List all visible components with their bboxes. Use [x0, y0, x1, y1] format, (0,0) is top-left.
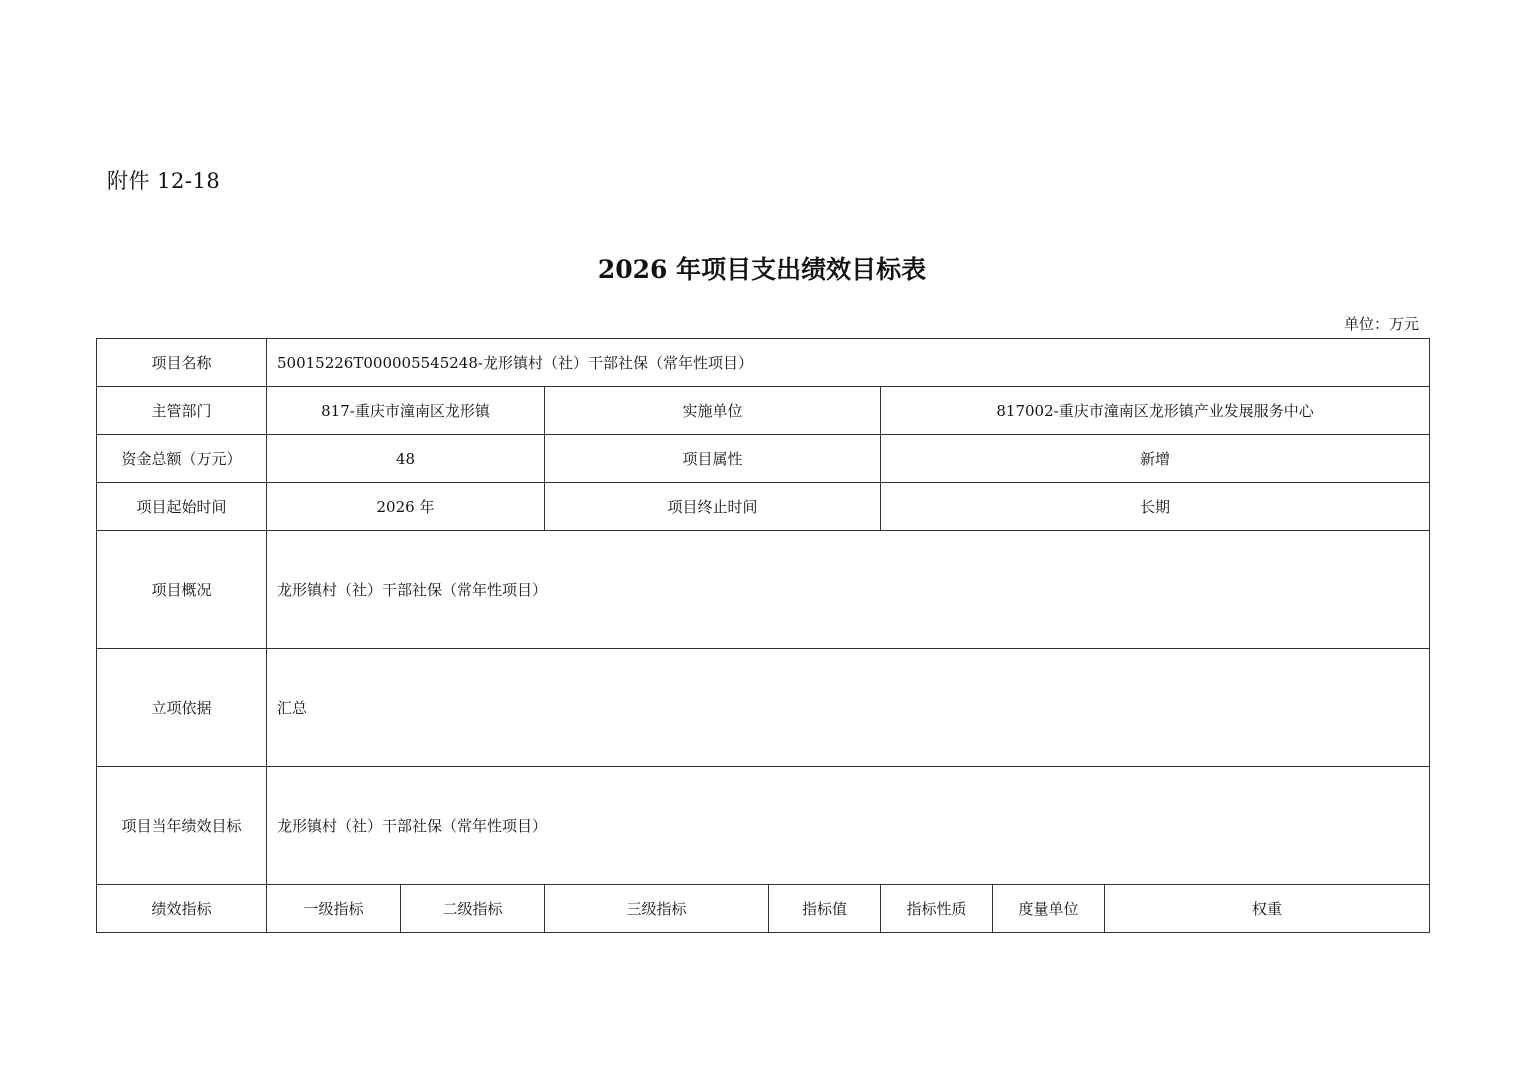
- project-name-label: 项目名称: [97, 339, 267, 387]
- basis-label: 立项依据: [97, 649, 267, 767]
- total-funds-label: 资金总额（万元）: [97, 435, 267, 483]
- department-value: 817-重庆市潼南区龙形镇: [267, 387, 545, 435]
- column-header: 二级指标: [401, 885, 545, 933]
- total-funds-value: 48: [267, 435, 545, 483]
- page-title: 2026 年项目支出绩效目标表: [597, 255, 927, 284]
- overview-label: 项目概况: [97, 531, 267, 649]
- column-header: 权重: [1105, 885, 1430, 933]
- row-time: [97, 483, 1430, 531]
- column-header: 一级指标: [267, 885, 401, 933]
- start-time-label: 项目起始时间: [97, 483, 267, 531]
- annual-goal-value: 龙形镇村（社）干部社保（常年性项目）: [267, 767, 1430, 885]
- column-header: 指标性质: [881, 885, 993, 933]
- annual-goal-label: 项目当年绩效目标: [97, 767, 267, 885]
- unit-label: 单位：万元: [1343, 315, 1419, 333]
- project-name-value: 50015226T000005545248-龙形镇村（社）干部社保（常年性项目）: [267, 339, 1430, 387]
- implementing-unit-label: 实施单位: [545, 387, 881, 435]
- column-header: 指标值: [769, 885, 881, 933]
- end-time-value: 长期: [881, 483, 1430, 531]
- row-project-name: [97, 339, 1430, 387]
- overview-value: 龙形镇村（社）干部社保（常年性项目）: [267, 531, 1430, 649]
- performance-target-table: [96, 338, 1430, 933]
- row-total-funds: [97, 435, 1430, 483]
- row-overview: [97, 531, 1430, 649]
- column-header: 三级指标: [545, 885, 769, 933]
- row-annual-goal: [97, 767, 1430, 885]
- project-attribute-value: 新增: [881, 435, 1430, 483]
- row-basis: [97, 649, 1430, 767]
- end-time-label: 项目终止时间: [545, 483, 881, 531]
- row-indicators-header: [97, 885, 1430, 933]
- project-attribute-label: 项目属性: [545, 435, 881, 483]
- attachment-label: 附件 12-18: [107, 169, 221, 193]
- basis-value: 汇总: [267, 649, 1430, 767]
- implementing-unit-value: 817002-重庆市潼南区龙形镇产业发展服务中心: [881, 387, 1430, 435]
- start-time-value: 2026 年: [267, 483, 545, 531]
- column-header: 度量单位: [993, 885, 1105, 933]
- row-department: [97, 387, 1430, 435]
- department-label: 主管部门: [97, 387, 267, 435]
- indicators-label: 绩效指标: [97, 885, 267, 933]
